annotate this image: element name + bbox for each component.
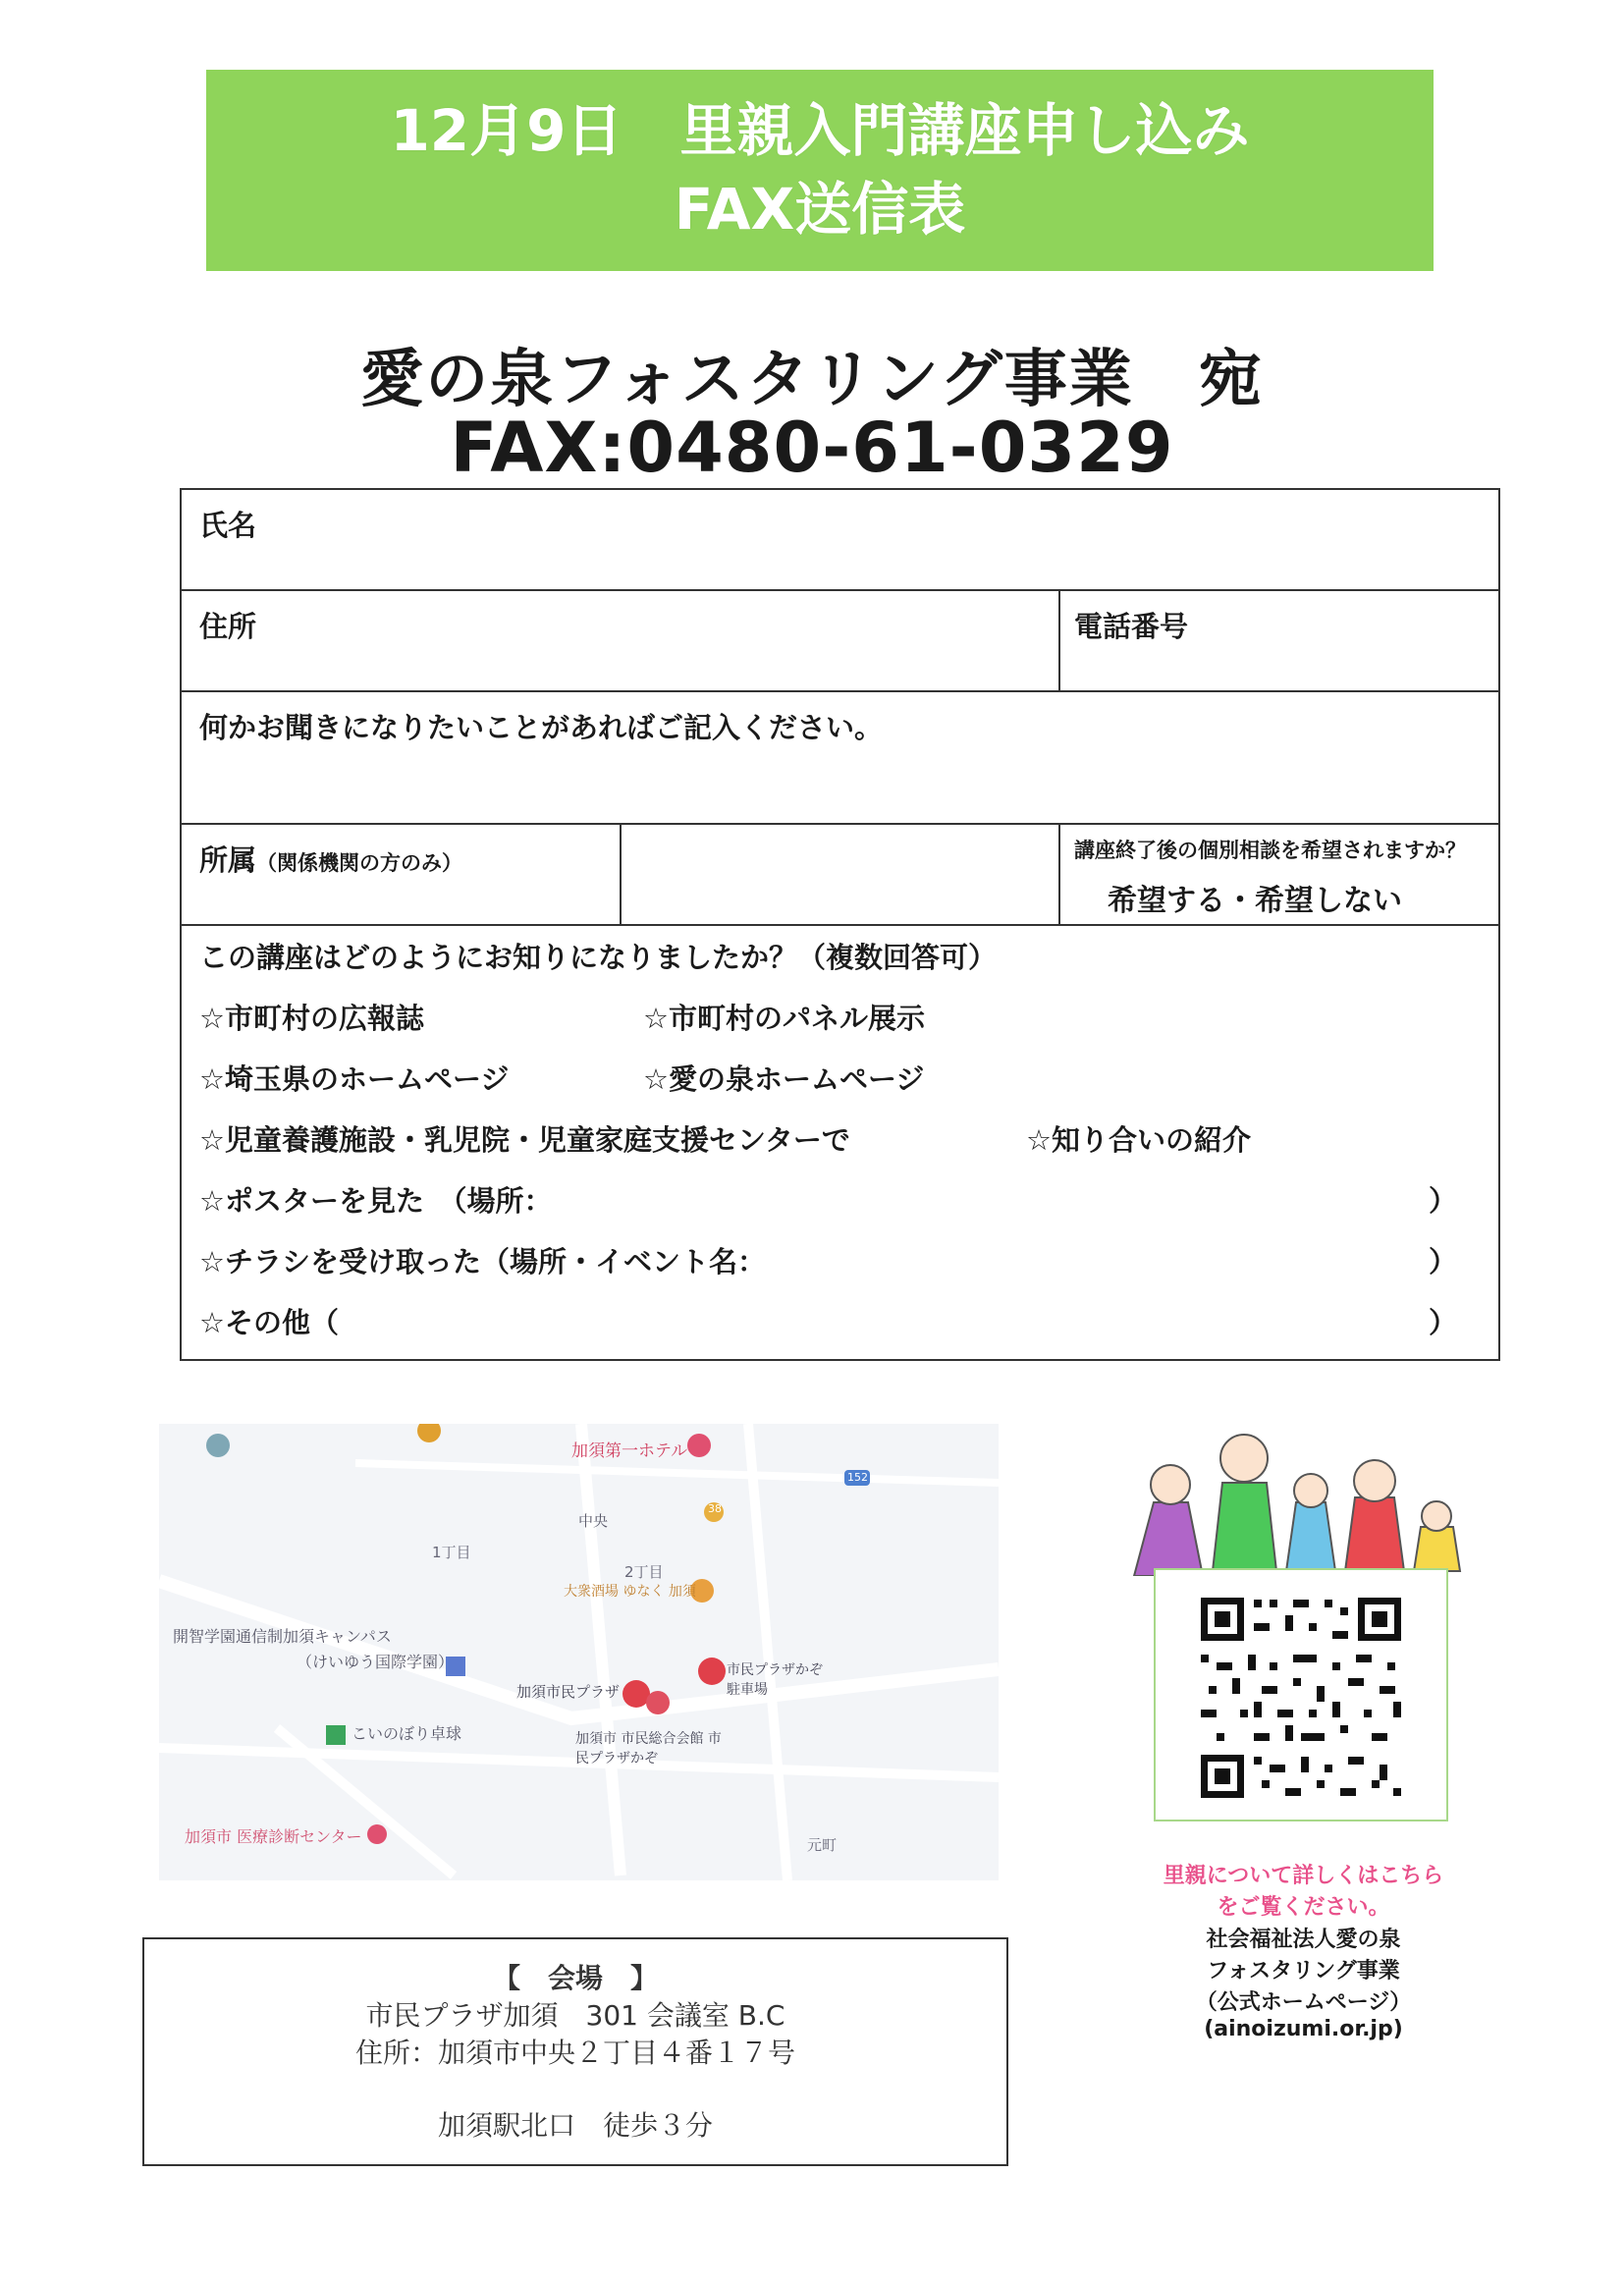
map-label-hotel: 加須第一ホテル: [571, 1441, 688, 1461]
source-ainoizumi-hp[interactable]: ☆愛の泉ホームページ: [643, 1062, 925, 1096]
source-panel[interactable]: ☆市町村のパネル展示: [643, 1002, 925, 1035]
homepage-note-2: をご覧ください。: [1217, 1895, 1390, 1920]
map-label-plaza: 加須市民プラザ: [516, 1683, 621, 1701]
map-label-chuo: 中央: [578, 1512, 609, 1530]
consult-options[interactable]: 希望する・希望しない: [1108, 884, 1402, 918]
question-row[interactable]: [182, 692, 1498, 825]
map-label-campus: 開智学園通信制加須キャンパス: [173, 1627, 392, 1646]
affiliation-label-cell: [182, 825, 622, 924]
flyer-close-paren: ）: [1429, 1245, 1458, 1278]
map-svg: [159, 1424, 999, 1880]
question-label: 何かお聞きになりたいことがあればご記入ください。: [199, 711, 884, 744]
map-label-hall: 加須市 市民総合会館 市民プラザかぞ: [575, 1731, 722, 1767]
source-facility[interactable]: ☆児童養護施設・乳児院・児童家庭支援センターで: [199, 1123, 850, 1157]
source-section: [182, 926, 1498, 1363]
map-label-clinic: 加須市 医療診断センター: [185, 1827, 362, 1846]
map-label-chome2: 2丁目: [624, 1563, 664, 1581]
fax-number: FAX:0480-61-0329: [450, 408, 1174, 488]
venue-map: [159, 1424, 999, 1880]
address-row: [182, 591, 1498, 692]
application-form: [180, 488, 1500, 1361]
affiliation-field[interactable]: [622, 825, 1060, 924]
affiliation-label: 所属: [199, 843, 257, 877]
affiliation-label-wrap: [199, 839, 462, 879]
qr-code: [1156, 1570, 1446, 1820]
source-other[interactable]: ☆その他（: [199, 1306, 339, 1339]
address-field[interactable]: [182, 591, 1060, 690]
affiliation-row: [182, 825, 1498, 926]
venue-title: 【 会場 】: [492, 1962, 658, 1994]
org-url[interactable]: (ainoizumi.or.jp): [1204, 2017, 1403, 2041]
phone-field[interactable]: [1060, 591, 1502, 690]
consult-question: 講座終了後の個別相談を希望されますか？: [1074, 839, 1466, 862]
homepage-note-1: 里親について詳しくはこちら: [1163, 1864, 1444, 1888]
banner-title: 12月9日 里親入門講座申し込み: [390, 97, 1250, 164]
venue-address: 住所：加須市中央２丁目４番１７号: [354, 2037, 795, 2069]
qr-code-box[interactable]: [1154, 1568, 1448, 1821]
source-saitama-hp[interactable]: ☆埼玉県のホームページ: [199, 1062, 510, 1096]
map-label-koinobori: こいのぼり卓球: [352, 1724, 462, 1743]
map-label-restaurant: 大衆酒場 ゆなく 加須: [564, 1584, 696, 1600]
map-label-parking: 市民プラザかぞ 駐車場: [727, 1662, 823, 1698]
venue-place: 市民プラザ加須 301 会議室 B.C: [365, 1999, 785, 2032]
address-label: 住所: [199, 610, 257, 643]
map-label-chome1: 1丁目: [432, 1544, 471, 1561]
header-banner: [206, 70, 1434, 271]
org-name-2: フォスタリング事業: [1207, 1959, 1400, 1984]
poster-close-paren: ）: [1429, 1184, 1458, 1218]
consult-cell: [1060, 825, 1502, 924]
map-road-152: 152: [847, 1471, 868, 1484]
venue-box: [142, 1937, 1008, 2166]
banner-subtitle: FAX送信表: [674, 176, 966, 243]
source-flyer[interactable]: ☆チラシを受け取った（場所・イベント名：: [199, 1245, 766, 1278]
addressee: 愛の泉フォスタリング事業 宛: [360, 344, 1264, 416]
source-koho[interactable]: ☆市町村の広報誌: [199, 1002, 424, 1035]
map-label-motomachi: 元町: [807, 1836, 838, 1854]
source-poster[interactable]: ☆ポスターを見た （場所：: [199, 1184, 553, 1218]
org-name-1: 社会福祉法人愛の泉: [1206, 1928, 1401, 1952]
source-question: この講座はどのようにお知りになりましたか？（複数回答可）: [199, 941, 998, 974]
children-illustration: [1114, 1404, 1492, 1576]
venue-access: 加須駅北口 徒歩３分: [437, 2109, 713, 2142]
phone-label: 電話番号: [1074, 610, 1189, 643]
name-label: 氏名: [199, 509, 257, 542]
name-row[interactable]: [182, 490, 1498, 591]
map-label-keiyu: （けいゆう国際学園）: [297, 1653, 455, 1671]
map-road-38: 38: [708, 1502, 722, 1515]
other-close-paren: ）: [1429, 1306, 1458, 1339]
org-homepage-label: （公式ホームページ）: [1195, 1990, 1412, 2015]
source-referral[interactable]: ☆知り合いの紹介: [1026, 1123, 1251, 1157]
affiliation-note: （関係機関の方のみ）: [256, 851, 463, 875]
